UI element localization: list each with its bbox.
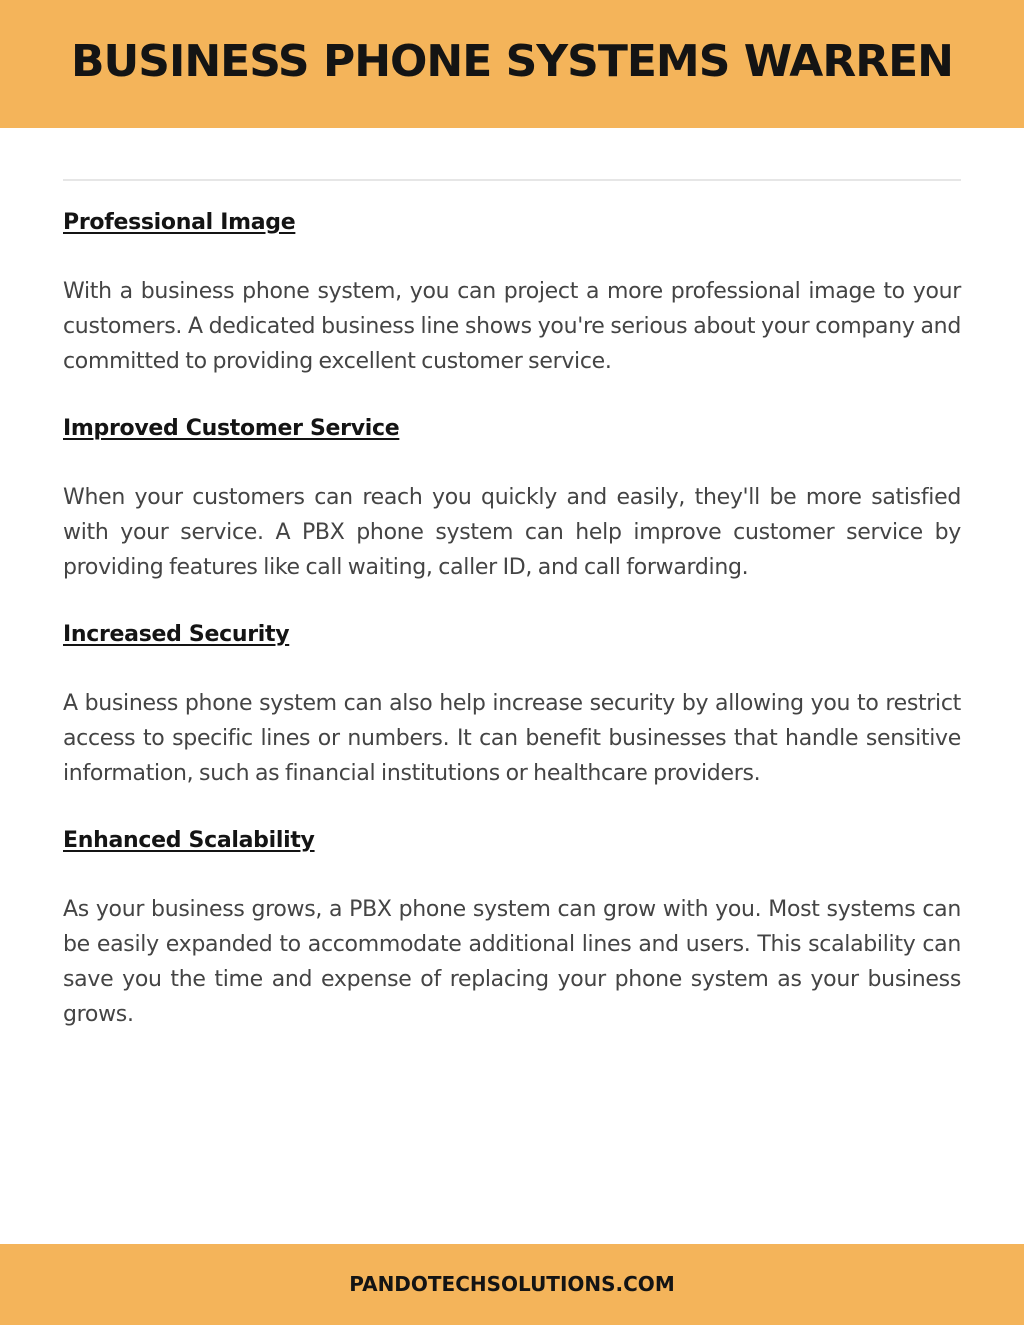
page-title: BUSINESS PHONE SYSTEMS WARREN — [71, 35, 953, 87]
section-increased-security — [63, 619, 961, 791]
footer-website-link[interactable]: PANDOTECHSOLUTIONS.COM — [349, 1271, 675, 1296]
section-enhanced-scalability — [63, 825, 961, 1032]
content-area — [63, 207, 961, 1066]
section-body: With a business phone system, you can project a more professional image to your customers. A dedicated business line shows you're serious about your company and committed to providing excellent customer service. — [63, 279, 961, 374]
section-heading: Increased Security — [63, 622, 290, 647]
section-body: When your customers can reach you quickly and easily, they'll be more satisfied with your service. A PBX phone system can help improve customer service by providing features like call waiting, caller ID, and call forwarding. — [63, 485, 961, 580]
section-heading: Enhanced Scalability — [63, 828, 315, 853]
footer-banner — [0, 1244, 1024, 1325]
section-heading: Improved Customer Service — [63, 416, 400, 441]
section-body: A business phone system can also help increase security by allowing you to restrict access to specific lines or numbers. It can benefit businesses that handle sensitive information, such as financial institutions or healthcare providers. — [63, 691, 961, 786]
section-professional-image — [63, 207, 961, 379]
section-body: As your business grows, a PBX phone system can grow with you. Most systems can be easily expanded to accommodate additional lines and users. This scalability can save you the time and expense of replacing your phone system as your business grows. — [63, 897, 961, 1027]
header-banner — [0, 0, 1024, 128]
section-improved-customer-service — [63, 413, 961, 585]
divider — [63, 179, 961, 181]
section-heading: Professional Image — [63, 210, 296, 235]
